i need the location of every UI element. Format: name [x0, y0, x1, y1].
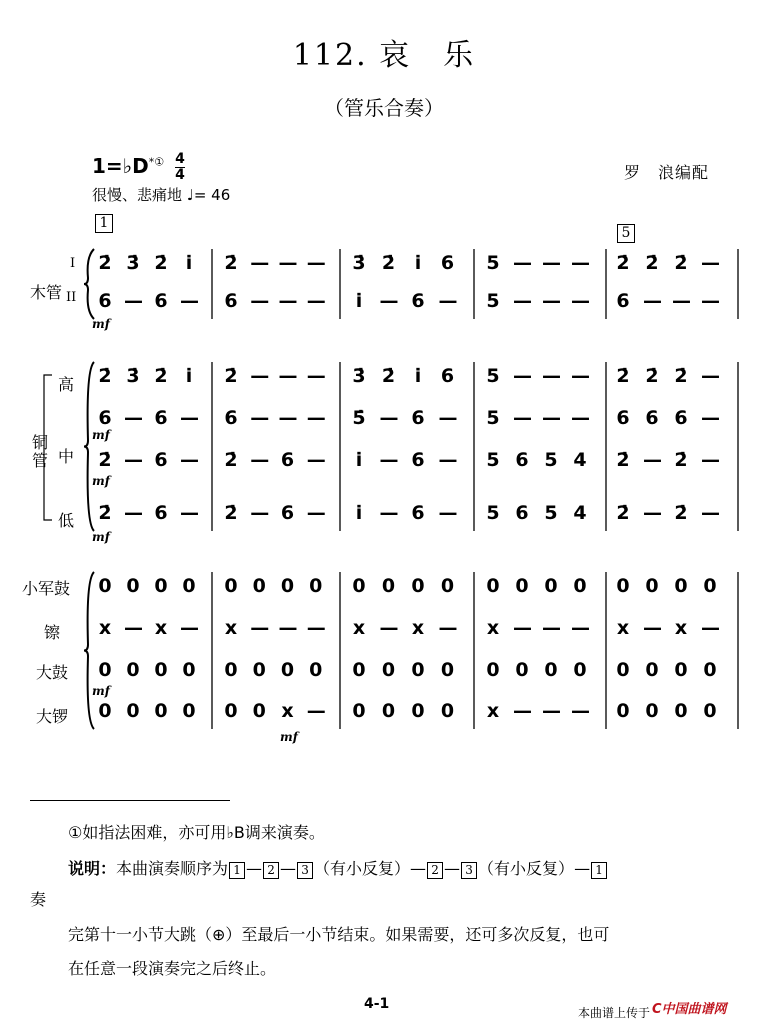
note-ww2: —: [278, 290, 298, 312]
time-top: 4: [175, 151, 185, 167]
rehearsal-mark-1: 1: [95, 214, 113, 233]
dynamic-mf: mf: [92, 530, 110, 544]
note-snare: 0: [309, 575, 323, 597]
note-br-mid: 2̇: [616, 449, 630, 471]
note-ww2: —: [513, 290, 532, 312]
note-cymbal: x: [352, 617, 366, 639]
label-bass-drum: 大鼓: [36, 663, 69, 682]
note-gong: —: [513, 700, 532, 722]
note-br-high: —: [513, 365, 532, 387]
label-gong: 大锣: [36, 707, 69, 726]
note-br-high2: —: [124, 407, 143, 429]
small-repeat: （有小反复）: [314, 859, 411, 878]
note-br-high: 2̇: [224, 365, 238, 387]
note-cymbal: x: [616, 617, 630, 639]
note-gong: 0: [381, 700, 396, 722]
note-br-high: 2̇: [381, 365, 396, 387]
note-ww1: 2̇: [98, 252, 112, 274]
note-br-high: 5: [486, 365, 500, 387]
note-bassdrum: 0: [154, 659, 168, 681]
note-ww1: i̇: [414, 252, 422, 274]
note-br-low: —: [180, 502, 199, 524]
seq-dash: —: [410, 859, 427, 878]
note-ww2: 6: [616, 290, 630, 312]
note-br-high: 6: [440, 365, 455, 387]
note-gong: 0: [126, 700, 140, 722]
note-gong: —: [306, 700, 326, 722]
note-bassdrum: 0: [252, 659, 266, 681]
note-gong: 0: [645, 700, 659, 722]
note-br-high: 2̇: [674, 365, 688, 387]
note-br-high2: 6: [154, 407, 168, 429]
note-br-high2: 6: [674, 407, 688, 429]
arranger: 罗 浪编配: [624, 163, 710, 182]
page-title: 112. 哀 乐: [292, 38, 476, 73]
note-br-low: 6: [154, 502, 168, 524]
subtitle: （管乐合奏）: [324, 96, 444, 120]
note-ww1: i̇: [185, 252, 193, 274]
note-cymbal: —: [250, 617, 270, 639]
note-ww2: 6: [98, 290, 112, 312]
note-bassdrum: 0: [381, 659, 396, 681]
small-repeat: （有小反复）: [478, 859, 575, 878]
note-bassdrum: 0: [224, 659, 238, 681]
footnote-rule: [30, 800, 230, 801]
note-br-mid: —: [379, 449, 399, 471]
note-ww1: —: [542, 252, 561, 274]
note-gong: —: [542, 700, 561, 722]
tempo-marking: 很慢、悲痛地 ♩= 46: [92, 186, 231, 204]
page-number: 4-1: [364, 996, 390, 1012]
note-ww2: —: [643, 290, 662, 312]
note-br-high2: —: [513, 407, 532, 429]
note-br-high: —: [571, 365, 590, 387]
note-ww1: 2̇: [381, 252, 396, 274]
note-snare: 0: [252, 575, 266, 597]
note-gong: 0: [616, 700, 630, 722]
note-gong: 0: [411, 700, 425, 722]
note-cymbal: —: [180, 617, 199, 639]
label-ww1: I: [70, 256, 76, 271]
note-br-high: 2̇: [616, 365, 630, 387]
note-br-high2: 6: [98, 407, 112, 429]
note-ww1: —: [571, 252, 590, 274]
note-cymbal: —: [513, 617, 532, 639]
note-br-high2: —: [542, 407, 561, 429]
note-br-mid: i̇: [355, 449, 363, 471]
key-mark: *①: [148, 155, 165, 169]
seq-dash: —: [246, 859, 263, 878]
note-snare: 0: [381, 575, 396, 597]
note-ww2: —: [306, 290, 326, 312]
note-cymbal: —: [701, 617, 720, 639]
note-ww1: —: [306, 252, 326, 274]
note-snare: 0: [224, 575, 238, 597]
note-snare: 0: [515, 575, 529, 597]
note-cymbal: x: [154, 617, 168, 639]
note-ww2: 5: [486, 290, 500, 312]
seq-box: 1: [229, 862, 245, 879]
note-br-high2: —: [306, 407, 326, 429]
note-br-mid: 2̇: [98, 449, 112, 471]
note-snare: 0: [411, 575, 425, 597]
note-snare: 0: [154, 575, 168, 597]
instructions-line1: [68, 856, 608, 879]
seq-dash: —: [280, 859, 297, 878]
note-ww2: —: [250, 290, 270, 312]
dynamic-mf: mf: [92, 428, 110, 442]
note-br-high: 2̇: [645, 365, 659, 387]
note-gong: x: [281, 700, 294, 722]
note-br-low: —: [250, 502, 270, 524]
note-snare: 0: [98, 575, 112, 597]
instructions-line4: 在任意一段演奏完之后终止。: [68, 959, 277, 978]
note-br-high2: —: [180, 407, 199, 429]
note-br-low: 2̇: [674, 502, 688, 524]
note-gong: 0: [182, 700, 196, 722]
note-ww2: —: [571, 290, 590, 312]
note-br-mid: —: [124, 449, 143, 471]
note-br-high: —: [278, 365, 298, 387]
note-br-high: 2̇: [98, 365, 112, 387]
note-bassdrum: 0: [309, 659, 323, 681]
note-snare: 0: [573, 575, 587, 597]
note-br-low: 6: [280, 502, 295, 524]
note-cymbal: —: [542, 617, 561, 639]
note-gong: 0: [98, 700, 112, 722]
note-bassdrum: 0: [182, 659, 196, 681]
note-br-mid: —: [438, 449, 458, 471]
note-bassdrum: 0: [280, 659, 295, 681]
label-brass-high: 高: [58, 375, 75, 394]
note-br-high2: —: [701, 407, 720, 429]
note-snare: 0: [486, 575, 500, 597]
note-ww1: 2̇: [154, 252, 168, 274]
note-cymbal: —: [643, 617, 662, 639]
note-ww1: —: [513, 252, 532, 274]
note-snare: 0: [616, 575, 630, 597]
note-gong: 0: [674, 700, 688, 722]
note-snare: 0: [703, 575, 717, 597]
note-br-mid: —: [643, 449, 662, 471]
note-snare: 0: [126, 575, 140, 597]
instructions-line3: 完第十一小节大跳（⊕）至最后一小节结束。如果需要，还可多次反复，也可: [68, 925, 610, 944]
note-gong: 0: [154, 700, 168, 722]
note-snare: 0: [440, 575, 455, 597]
instructions-end: 奏: [30, 890, 47, 909]
note-ww2: 6: [154, 290, 168, 312]
note-br-mid: 6: [411, 449, 425, 471]
note-br-low: —: [379, 502, 399, 524]
note-br-high2: —: [438, 407, 458, 429]
note-bassdrum: 0: [703, 659, 717, 681]
note-ww1: —: [250, 252, 270, 274]
note-br-mid: 4: [573, 449, 587, 471]
dynamic-mf: mf: [92, 317, 110, 331]
note-ww1: —: [278, 252, 298, 274]
note-bassdrum: 0: [645, 659, 659, 681]
note-br-high: —: [542, 365, 561, 387]
seq-box: 3: [297, 862, 313, 879]
note-ww2: —: [701, 290, 720, 312]
note-ww2: —: [438, 290, 458, 312]
note-ww1: 2̇: [674, 252, 688, 274]
note-br-mid: —: [306, 449, 326, 471]
note-br-mid: 6: [280, 449, 295, 471]
note-br-low: 2̇: [224, 502, 238, 524]
note-bassdrum: 0: [544, 659, 558, 681]
note-br-mid: 6: [515, 449, 529, 471]
note-cymbal: —: [571, 617, 590, 639]
note-cymbal: —: [278, 617, 298, 639]
note-br-low: 2̇: [616, 502, 630, 524]
note-br-low: 4: [573, 502, 587, 524]
note-cymbal: —: [124, 617, 143, 639]
note-br-mid: 5: [486, 449, 500, 471]
note-bassdrum: 0: [98, 659, 112, 681]
note-ww1: 2̇: [645, 252, 659, 274]
note-br-low: —: [306, 502, 326, 524]
note-bassdrum: 0: [573, 659, 587, 681]
note-snare: 0: [352, 575, 366, 597]
note-ww2: —: [180, 290, 199, 312]
note-gong: x: [486, 700, 500, 722]
note-br-low: —: [701, 502, 720, 524]
note-cymbal: x: [98, 617, 112, 639]
dynamic-mf: mf: [280, 730, 298, 744]
note-br-low: —: [438, 502, 458, 524]
note-br-high2: —: [278, 407, 298, 429]
note-ww2: —: [379, 290, 399, 312]
note-br-low: 2̇: [98, 502, 112, 524]
note-br-low: 5: [486, 502, 500, 524]
note-gong: 0: [440, 700, 455, 722]
note-snare: 0: [544, 575, 558, 597]
note-br-mid: 2̇: [674, 449, 688, 471]
note-br-low: —: [643, 502, 662, 524]
note-ww2: 6: [224, 290, 238, 312]
note-snare: 0: [182, 575, 196, 597]
note-ww1: 3̇: [352, 252, 366, 274]
note-bassdrum: 0: [411, 659, 425, 681]
note-gong: —: [571, 700, 590, 722]
note-br-high: 3̇: [126, 365, 140, 387]
instructions-label: 说明：: [68, 859, 117, 878]
note-ww2: —: [124, 290, 143, 312]
footnote: ①如指法困难，亦可用♭B调来演奏。: [68, 823, 325, 842]
note-br-high2: —: [379, 407, 399, 429]
note-br-high2: —: [571, 407, 590, 429]
dynamic-mf: mf: [92, 684, 110, 698]
seq-box: 2: [263, 862, 279, 879]
note-br-high: 2̇: [154, 365, 168, 387]
label-brass-low: 低: [58, 511, 75, 530]
label-cymbal: 镲: [44, 623, 61, 642]
note-ww1: 2̇: [224, 252, 238, 274]
note-br-high: —: [306, 365, 326, 387]
note-br-high2: 6: [224, 407, 238, 429]
note-br-high2: 6: [616, 407, 630, 429]
rehearsal-mark-5: 5: [617, 224, 635, 243]
note-cymbal: x: [411, 617, 425, 639]
label-snare: 小军鼓: [22, 579, 71, 598]
seq-box: 3: [461, 862, 477, 879]
note-cymbal: —: [379, 617, 399, 639]
note-br-high2: —: [250, 407, 270, 429]
note-br-high2: 5̇: [352, 407, 366, 429]
seq-dash: —: [574, 859, 591, 878]
note-gong: 0: [252, 700, 266, 722]
note-bassdrum: 0: [486, 659, 500, 681]
note-snare: 0: [674, 575, 688, 597]
label-woodwind: 木管: [30, 283, 63, 302]
label-ww2: II: [66, 290, 77, 305]
note-br-low: —: [124, 502, 143, 524]
note-br-high2: 6: [645, 407, 659, 429]
label-brass-mid: 中: [58, 447, 75, 466]
note-ww1: 6: [440, 252, 455, 274]
note-br-high: 3̇: [352, 365, 366, 387]
note-bassdrum: 0: [352, 659, 366, 681]
note-snare: 0: [645, 575, 659, 597]
note-gong: 0: [703, 700, 717, 722]
note-br-low: 6: [411, 502, 425, 524]
note-br-mid: 6: [154, 449, 168, 471]
note-bassdrum: 0: [515, 659, 529, 681]
seq-box: 2: [427, 862, 443, 879]
note-ww1: 3̇: [126, 252, 140, 274]
note-br-high: —: [701, 365, 720, 387]
note-ww1: 5: [486, 252, 500, 274]
note-ww2: 6: [411, 290, 425, 312]
note-br-mid: 5: [544, 449, 558, 471]
note-br-high2: 6: [411, 407, 425, 429]
note-gong: 0: [352, 700, 366, 722]
note-ww2: i̇: [355, 290, 363, 312]
note-br-high: i̇: [414, 365, 422, 387]
note-cymbal: —: [306, 617, 326, 639]
note-ww2: —: [672, 290, 691, 312]
note-br-high: i̇: [185, 365, 193, 387]
note-snare: 0: [280, 575, 295, 597]
note-cymbal: x: [486, 617, 500, 639]
seq-box: 1: [591, 862, 607, 879]
note-gong: 0: [224, 700, 238, 722]
note-bassdrum: 0: [126, 659, 140, 681]
instructions-text: 本曲演奏顺序为: [116, 859, 229, 878]
note-br-mid: —: [701, 449, 720, 471]
note-cymbal: —: [438, 617, 458, 639]
note-ww2: —: [542, 290, 561, 312]
note-br-low: 5: [544, 502, 558, 524]
key-text: 1=♭D: [92, 154, 149, 178]
note-bassdrum: 0: [440, 659, 455, 681]
seq-dash: —: [444, 859, 461, 878]
note-ww1: 2̇: [616, 252, 630, 274]
note-br-low: 6: [515, 502, 529, 524]
note-cymbal: x: [674, 617, 688, 639]
note-br-mid: 2̇: [224, 449, 238, 471]
note-br-high: —: [250, 365, 270, 387]
upload-text: 本曲谱上传于: [578, 1006, 651, 1020]
time-bottom: 4: [175, 167, 185, 183]
dynamic-mf: mf: [92, 474, 110, 488]
note-bassdrum: 0: [616, 659, 630, 681]
note-bassdrum: 0: [674, 659, 688, 681]
note-cymbal: x: [224, 617, 238, 639]
label-brass: 铜 管: [32, 433, 49, 470]
note-ww1: —: [701, 252, 720, 274]
note-br-high2: 5: [486, 407, 500, 429]
note-br-mid: —: [250, 449, 270, 471]
note-br-low: i̇: [355, 502, 363, 524]
site-logo: C中国曲谱网: [652, 1002, 727, 1017]
note-br-mid: —: [180, 449, 199, 471]
